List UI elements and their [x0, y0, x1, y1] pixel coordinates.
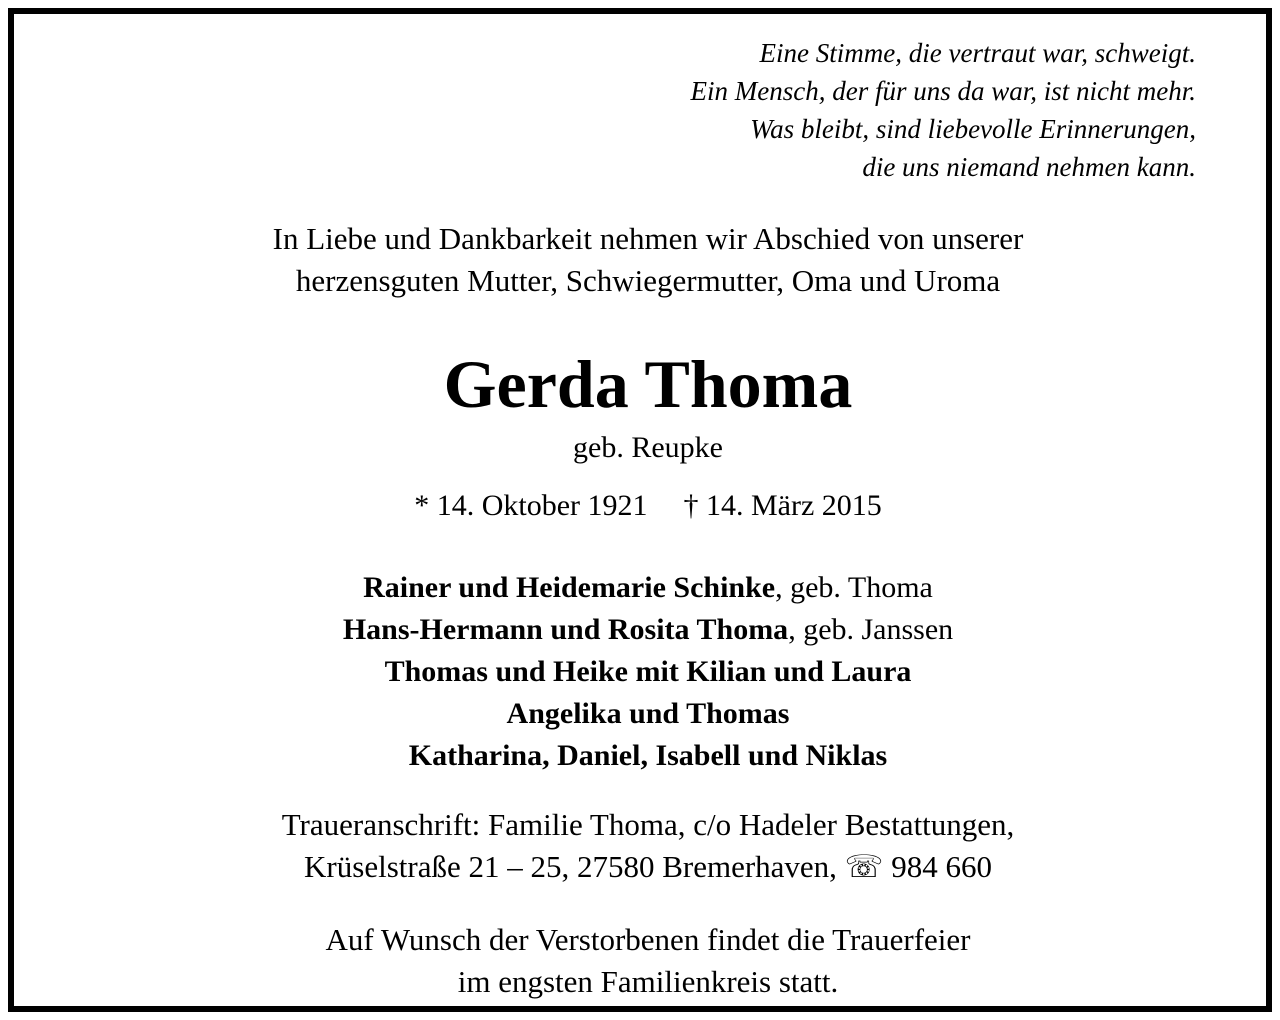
family-member-suffix: , geb. Thoma: [775, 571, 933, 604]
family-member: [14, 693, 1280, 735]
family-member: [14, 735, 1280, 777]
address-line: Traueranschrift: Familie Thoma, c/o Hadeler Bestattungen,: [281, 807, 1015, 842]
poem-line: Ein Mensch, der für uns da war, ist nicht mehr.: [690, 76, 1196, 106]
birth-date: * 14. Oktober 1921: [414, 489, 648, 522]
maiden-name: geb. Reupke: [573, 431, 723, 464]
family-member-suffix: , geb. Janssen: [788, 613, 954, 646]
poem-line: Was bleibt, sind liebevolle Erinnerungen,: [750, 114, 1196, 144]
intro-line: herzensguten Mutter, Schwiegermutter, Oma und Uroma: [295, 263, 1001, 298]
poem-line: die uns niemand nehmen kann.: [862, 152, 1196, 182]
life-dates: [14, 486, 1280, 526]
family-member: [14, 567, 1280, 609]
intro-line: In Liebe und Dankbarkeit nehmen wir Abschied von unserer: [272, 221, 1024, 256]
family-member-names: Thomas und Heike mit Kilian und Laura: [384, 655, 912, 688]
family-member-names: Angelika und Thomas: [506, 697, 790, 730]
note-line: im engsten Familienkreis statt.: [457, 964, 839, 999]
family-list: [14, 567, 1280, 777]
family-member: [14, 651, 1280, 693]
deceased-name: Gerda Thoma: [443, 346, 853, 422]
poem-line: Eine Stimme, die vertraut war, schweigt.: [759, 38, 1196, 68]
family-member-names: Rainer und Heidemarie Schinke: [363, 571, 776, 604]
memorial-poem: [691, 34, 1197, 186]
mourning-address: [14, 804, 1280, 888]
farewell-intro: [14, 218, 1280, 302]
family-member-names: Katharina, Daniel, Isabell und Niklas: [408, 739, 888, 772]
family-member-names: Hans-Hermann und Rosita Thoma: [342, 613, 789, 646]
address-line: Krüselstraße 21 – 25, 27580 Bremerhaven, ☏ 984 660: [304, 849, 992, 884]
funeral-note: [14, 919, 1280, 1003]
death-date: † 14. März 2015: [683, 489, 882, 522]
obituary-frame: [8, 8, 1272, 1012]
note-line: Auf Wunsch der Verstorbenen findet die Trauerfeier: [325, 922, 971, 957]
family-member: [14, 609, 1280, 651]
